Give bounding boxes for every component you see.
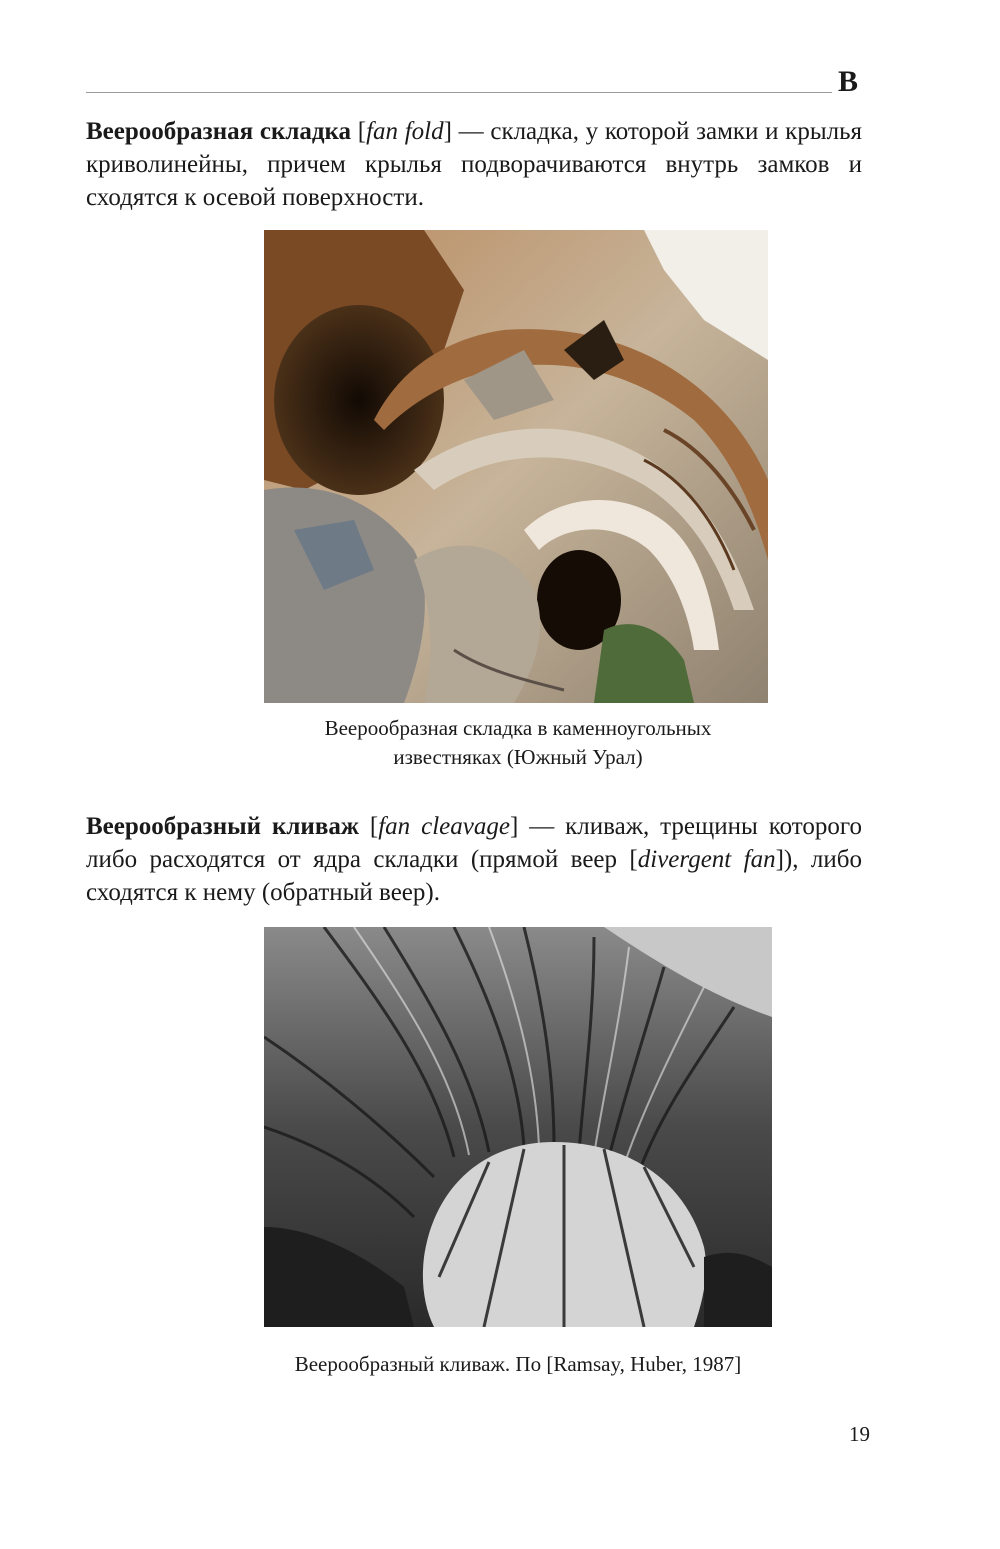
fan-fold-rock-image — [264, 230, 768, 703]
entry-definition-end: ]), либо сходятся к нему (обратный веер). — [86, 846, 862, 906]
entry-fan-cleavage — [86, 810, 862, 909]
entry-english-term: fan cleavage — [378, 813, 510, 840]
fan-cleavage-photo — [264, 927, 772, 1327]
fan-fold-photo — [264, 230, 768, 703]
entry-term: Веерообразная складка — [86, 118, 352, 145]
entry-definition: — кливаж, трещины которого либо расходятся от ядра складки (прямой веер [ — [86, 813, 863, 873]
fan-cleavage-caption: Веерообразный кливаж. По [Ramsay, Huber, 1987] — [294, 1352, 742, 1376]
page-number: 19 — [849, 1422, 870, 1446]
entry-definition: — складка, у которой замки и крылья криволинейны, причем крылья подворачиваются внутрь замков и сходятся к осевой поверхности. — [86, 118, 863, 211]
header-rule — [86, 92, 832, 93]
entry-text: Веерообразная складка [fan fold] — складка, у которой замки и крылья криволинейны, причем крылья подворачиваются внутрь замков и сходятся к осевой поверхности. — [86, 118, 863, 211]
entry-fan-fold — [86, 115, 862, 214]
entry-text: Веерообразный кливаж [fan cleavage] — кливаж, трещины которого либо расходятся от ядра складки (прямой веер [divergent fan]), либо сходятся к нему (обратный веер). — [86, 813, 863, 906]
section-letter: В — [838, 65, 859, 98]
caption-line: Веерообразная складка в каменноугольных — [324, 716, 712, 740]
fan-cleavage-rock-image — [264, 927, 772, 1327]
entry-english-term: fan fold — [366, 118, 444, 145]
entry-term: Веерообразный кливаж — [86, 813, 359, 840]
fan-fold-caption — [200, 714, 836, 772]
caption-line: известняках (Южный Урал) — [393, 745, 643, 769]
entry-english-term-2: divergent fan — [637, 846, 776, 873]
